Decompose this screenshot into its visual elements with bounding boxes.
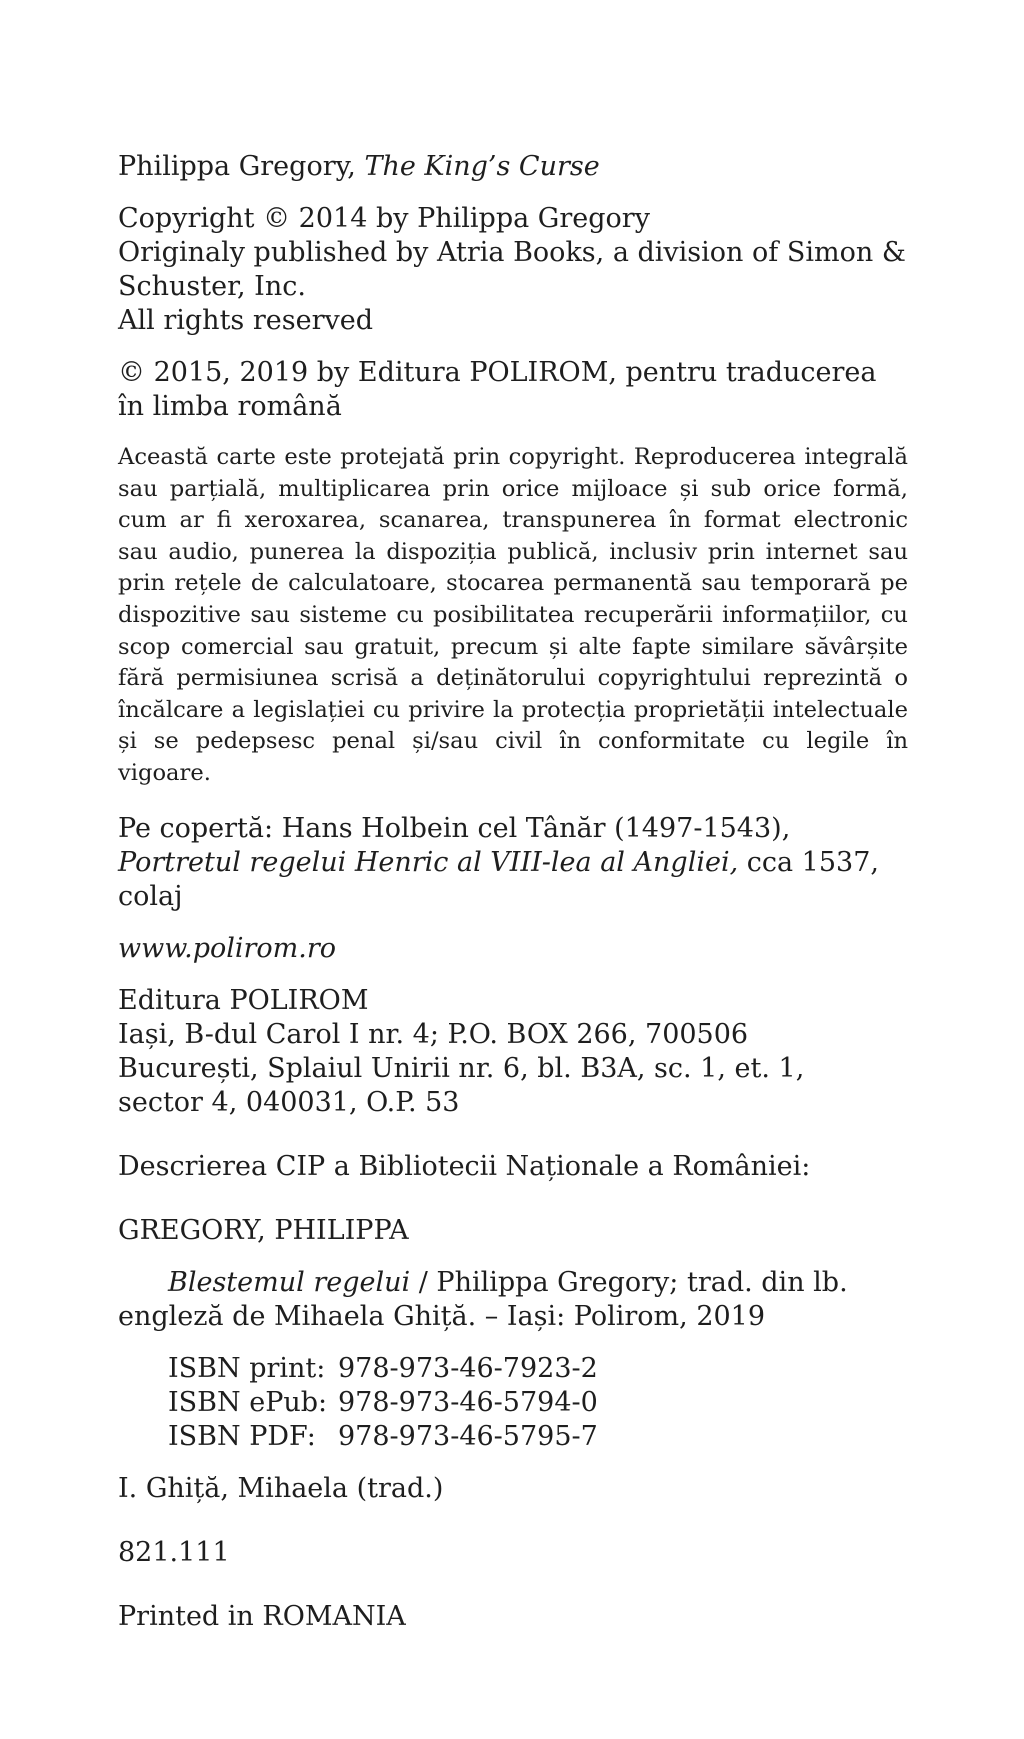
publisher-address bbox=[118, 984, 908, 1120]
isbn-label: ISBN PDF: bbox=[168, 1420, 316, 1452]
cip-heading-block bbox=[118, 1150, 908, 1184]
cip-author-heading: GREGORY, PHILIPPA bbox=[118, 1214, 409, 1246]
isbn-pdf bbox=[168, 1420, 908, 1454]
translation-rights-text: © 2015, 2019 by Editura POLIROM, pentru traducerea în limba română bbox=[118, 357, 877, 422]
cip-heading: Descrierea CIP a Bibliotecii Naționale a României: bbox=[118, 1150, 811, 1182]
translation-rights bbox=[118, 356, 908, 424]
cover-credit-suffix: cca 1537, colaj bbox=[118, 846, 879, 912]
isbn-value: 978-973-46-7923-2 bbox=[338, 1352, 598, 1384]
isbn-label: ISBN ePub: bbox=[168, 1386, 328, 1418]
address-iasi: Iași, B-dul Carol I nr. 4; P.O. BOX 266, 700506 bbox=[118, 1018, 749, 1050]
website-block bbox=[118, 932, 908, 966]
copyright-line: Copyright © 2014 by Philippa Gregory bbox=[118, 203, 650, 234]
rights-reserved: All rights reserved bbox=[118, 305, 373, 336]
cover-artwork-title: Portretul regelui Henric al VIII-lea al Angliei, bbox=[118, 846, 739, 878]
isbn-epub bbox=[168, 1386, 908, 1420]
isbn-list bbox=[118, 1352, 908, 1454]
cip-translator-block bbox=[118, 1472, 908, 1506]
cip-book-details-2: engleză de Mihaela Ghiță. – Iași: Polirom, 2019 bbox=[118, 1300, 766, 1332]
isbn-print bbox=[168, 1352, 908, 1386]
original-credit bbox=[118, 150, 908, 184]
publisher-name: Editura POLIROM bbox=[118, 984, 369, 1016]
isbn-value: 978-973-46-5794-0 bbox=[338, 1386, 598, 1418]
website-link[interactable]: www.polirom.ro bbox=[118, 932, 337, 964]
address-bucuresti-line2: sector 4, 040031, O.P. 53 bbox=[118, 1086, 460, 1118]
original-title: The King’s Curse bbox=[364, 151, 600, 182]
original-author: Philippa Gregory, bbox=[118, 151, 356, 182]
cover-credit-prefix: Pe copertă: Hans Holbein cel Tânăr (1497-1543), bbox=[118, 812, 791, 844]
printed-in-block bbox=[118, 1600, 908, 1634]
copyright-page bbox=[118, 150, 908, 1652]
original-edition bbox=[118, 150, 908, 184]
cip-book-details-1: / Philippa Gregory; trad. din lb. bbox=[418, 1266, 848, 1298]
cip-classification-block bbox=[118, 1536, 908, 1570]
cover-credit bbox=[118, 812, 908, 914]
legal-notice: Această carte este protejată prin copyright. Reproducerea integrală sau parțială, multiplicarea prin orice mijloace și sub orice formă, cum ar fi xeroxarea, scanarea, transpunerea în format electronic sau audio, punerea la dispoziția publică, inclusiv prin internet sau prin rețele de calculatoare, stocarea permanentă sau temporară pe dispozitive sau sisteme cu posibilitatea recuperării informațiilor, cu scop comercial sau gratuit, precum și alte fapte similare săvârșite fără permisiunea scrisă a deținătorului copyrightului reprezintă o încălcare a legislației cu privire la protecția proprietății intelectuale și se pedepsesc penal și/sau civil în conformitate cu legile în vigoare. bbox=[118, 444, 908, 786]
cip-book-title: Blestemul regelui bbox=[168, 1266, 411, 1298]
isbn-value: 978-973-46-5795-7 bbox=[338, 1420, 598, 1452]
cip-title-line bbox=[118, 1266, 908, 1300]
cip-author-block bbox=[118, 1214, 908, 1248]
cip-translator: I. Ghiță, Mihaela (trad.) bbox=[118, 1472, 444, 1504]
printed-in: Printed in ROMANIA bbox=[118, 1600, 406, 1632]
cip-record bbox=[118, 1266, 908, 1334]
original-publisher: Originaly published by Atria Books, a division of Simon & Schuster, Inc. bbox=[118, 237, 906, 302]
cip-classification: 821.111 bbox=[118, 1536, 230, 1568]
isbn-label: ISBN print: bbox=[168, 1352, 326, 1384]
copyright-block bbox=[118, 202, 908, 338]
address-bucuresti-line1: București, Splaiul Unirii nr. 6, bl. B3A, sc. 1, et. 1, bbox=[118, 1052, 805, 1084]
